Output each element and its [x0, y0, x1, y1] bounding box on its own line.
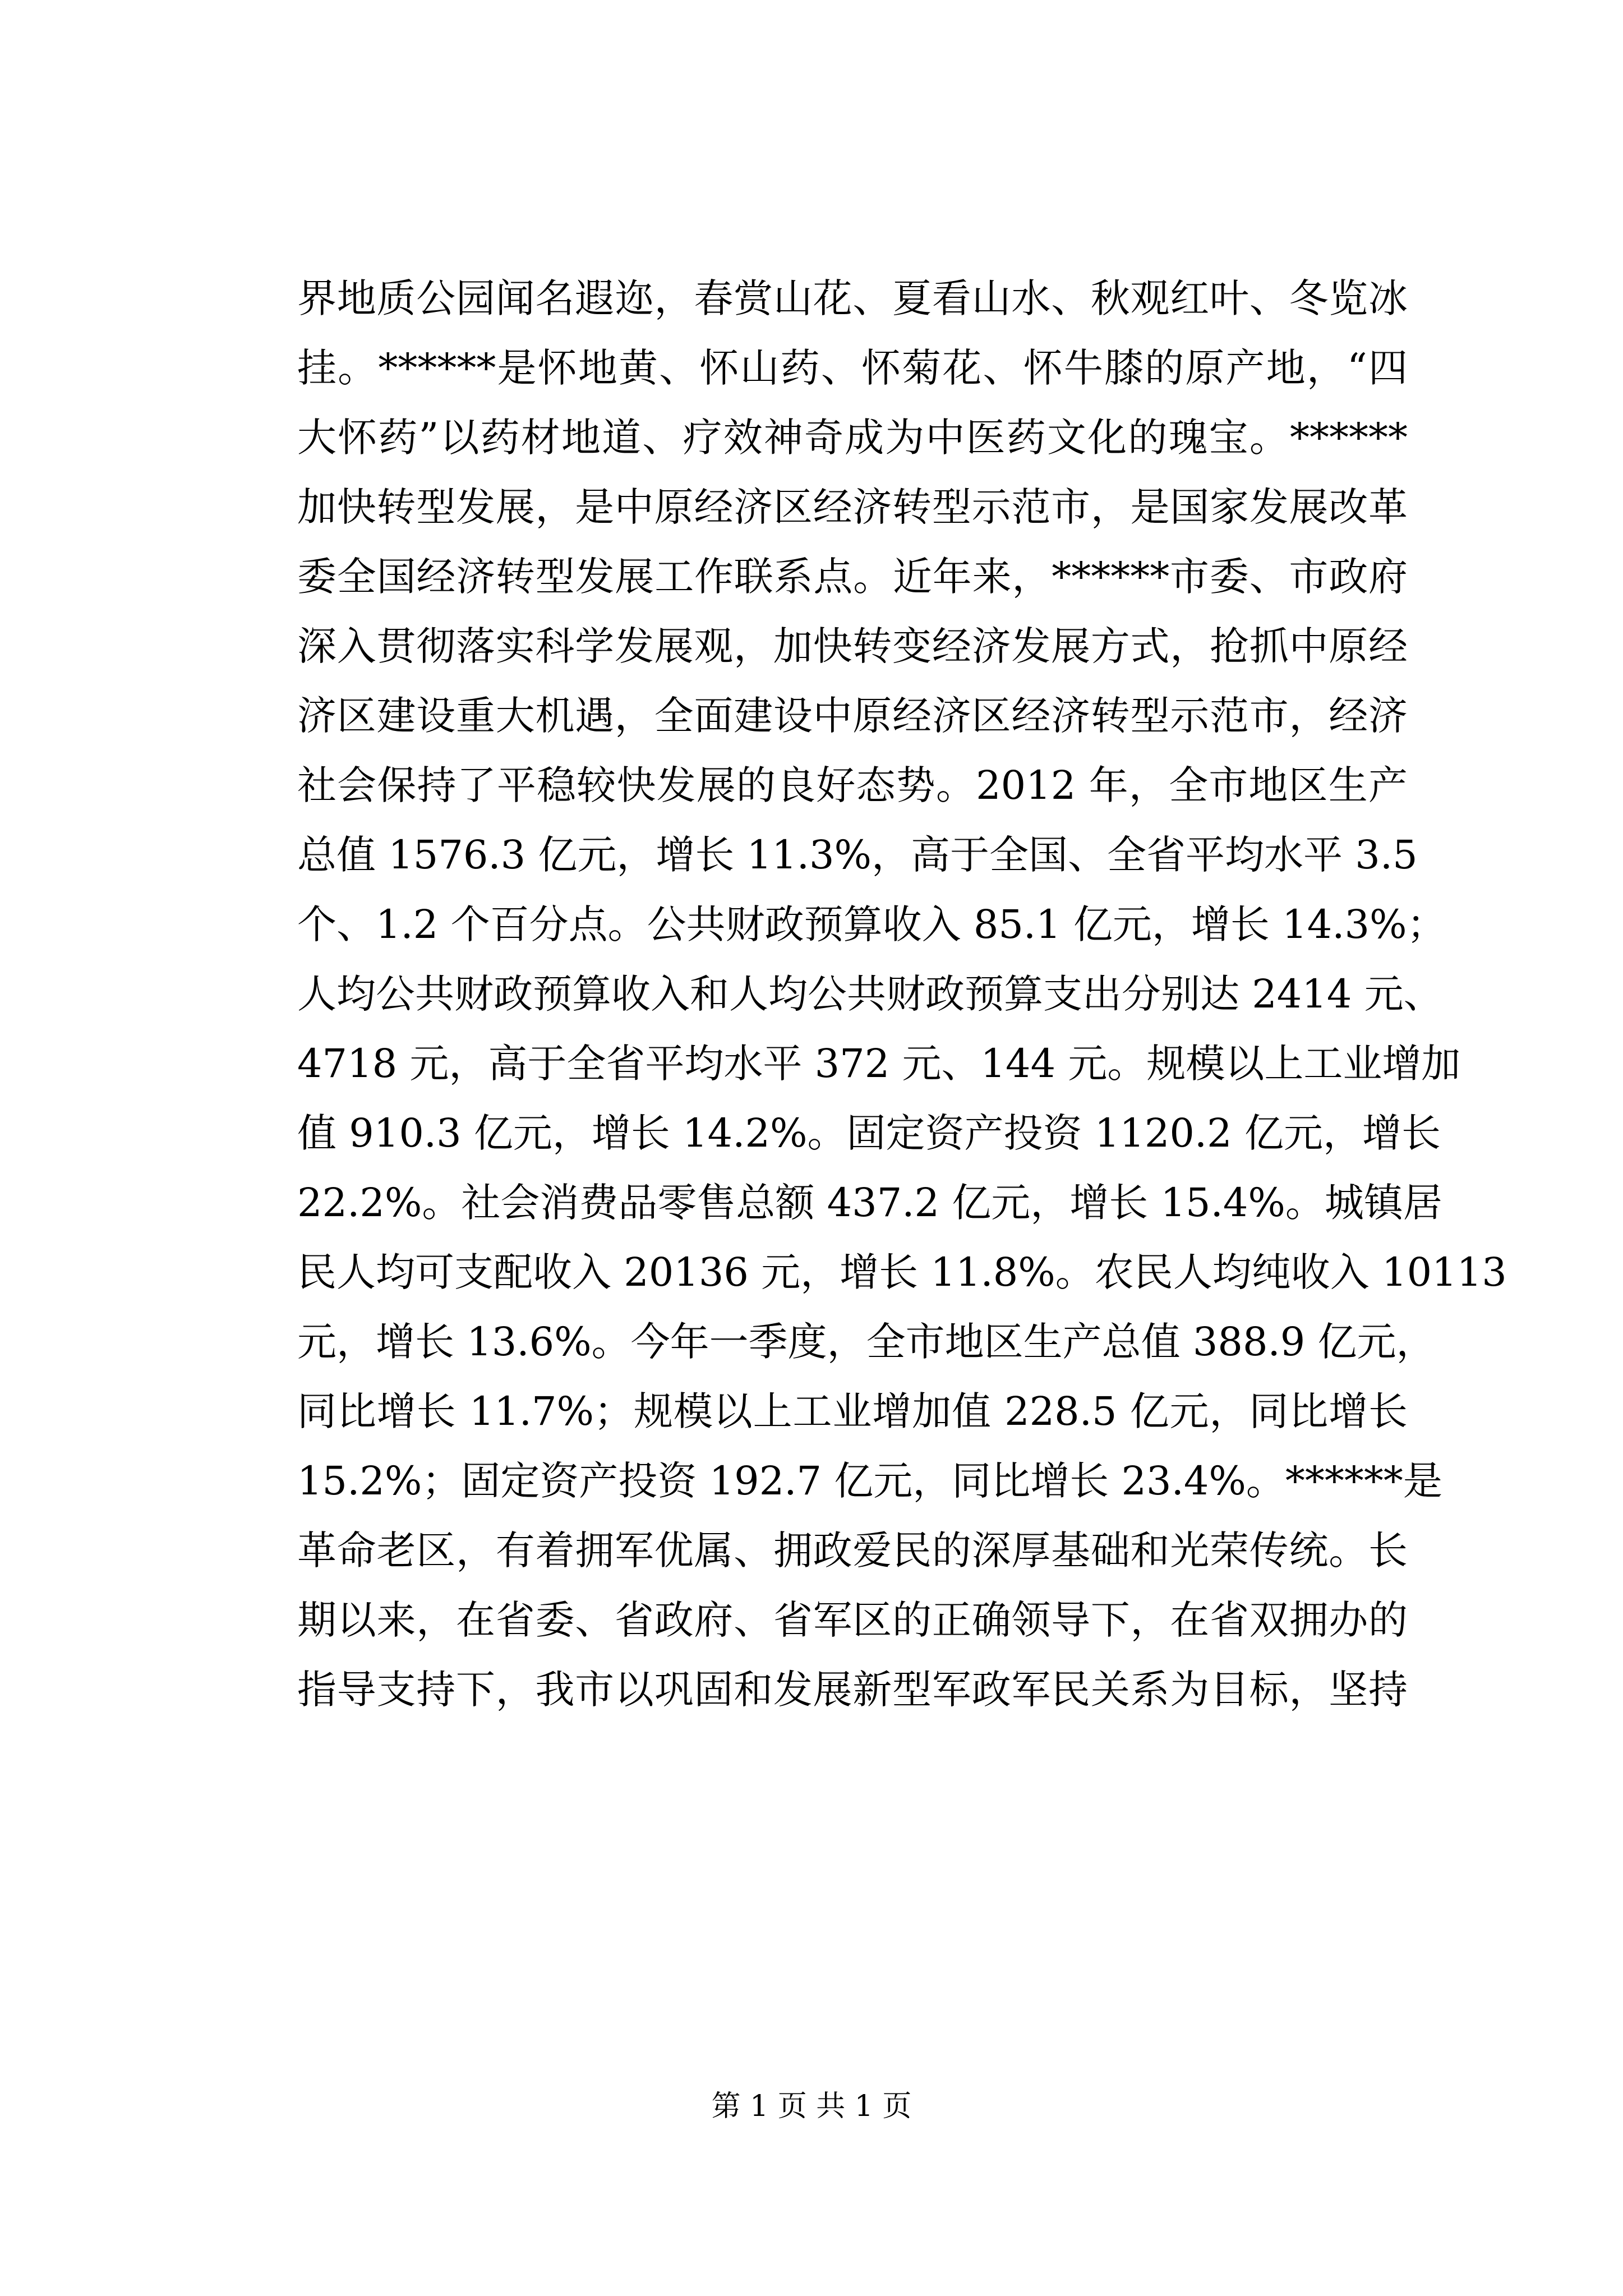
text-line: 挂。******是怀地黄、怀山药、怀菊花、怀牛膝的原产地，“四	[297, 345, 1408, 391]
text-line: 大怀药”以药材地道、疗效神奇成为中医药文化的瑰宝。******	[297, 415, 1408, 461]
text-line: 人均公共财政预算收入和人均公共财政预算支出分别达 2414 元、	[297, 971, 1443, 1017]
body-paragraph	[297, 264, 1507, 1724]
text-line: 济区建设重大机遇，全面建设中原经济区经济转型示范市，经济	[297, 693, 1408, 739]
page-number-label: 第 1 页 共 1 页	[711, 2090, 912, 2123]
text-line: 15.2%；固定资产投资 192.7 亿元，同比增长 23.4%。******是	[297, 1458, 1442, 1504]
text-line: 4718 元，高于全省平均水平 372 元、144 元。规模以上工业增加	[297, 1041, 1461, 1087]
text-line: 民人均可支配收入 20136 元，增长 11.8%。农民人均纯收入 10113	[297, 1249, 1507, 1295]
text-line: 值 910.3 亿元，增长 14.2%。固定资产投资 1120.2 亿元，增长	[297, 1110, 1441, 1156]
text-line: 个、1.2 个百分点。公共财政预算收入 85.1 亿元，增长 14.3%；	[297, 901, 1446, 947]
text-line: 期以来，在省委、省政府、省军区的正确领导下，在省双拥办的	[297, 1597, 1408, 1643]
text-line: 指导支持下，我市以巩固和发展新型军政军民关系为目标，坚持	[297, 1667, 1408, 1713]
text-line: 22.2%。社会消费品零售总额 437.2 亿元，增长 15.4%。城镇居	[297, 1180, 1442, 1226]
text-line: 革命老区，有着拥军优属、拥政爱民的深厚基础和光荣传统。长	[297, 1527, 1408, 1573]
text-line: 总值 1576.3 亿元，增长 11.3%，高于全国、全省平均水平 3.5	[297, 832, 1418, 878]
text-line: 界地质公园闻名遐迩，春赏山花、夏看山水、秋观红叶、冬览冰	[297, 275, 1408, 321]
text-line: 委全国经济转型发展工作联系点。近年来，******市委、市政府	[297, 554, 1408, 600]
text-line: 同比增长 11.7%；规模以上工业增加值 228.5 亿元，同比增长	[297, 1388, 1408, 1434]
text-line: 元，增长 13.6%。今年一季度，全市地区生产总值 388.9 亿元，	[297, 1319, 1436, 1365]
text-line: 深入贯彻落实科学发展观，加快转变经济发展方式，抢抓中原经	[297, 623, 1408, 669]
text-line: 加快转型发展，是中原经济区经济转型示范市，是国家发展改革	[297, 484, 1408, 530]
page-footer	[0, 2087, 1623, 2126]
text-line: 社会保持了平稳较快发展的良好态势。2012 年，全市地区生产	[297, 762, 1408, 808]
